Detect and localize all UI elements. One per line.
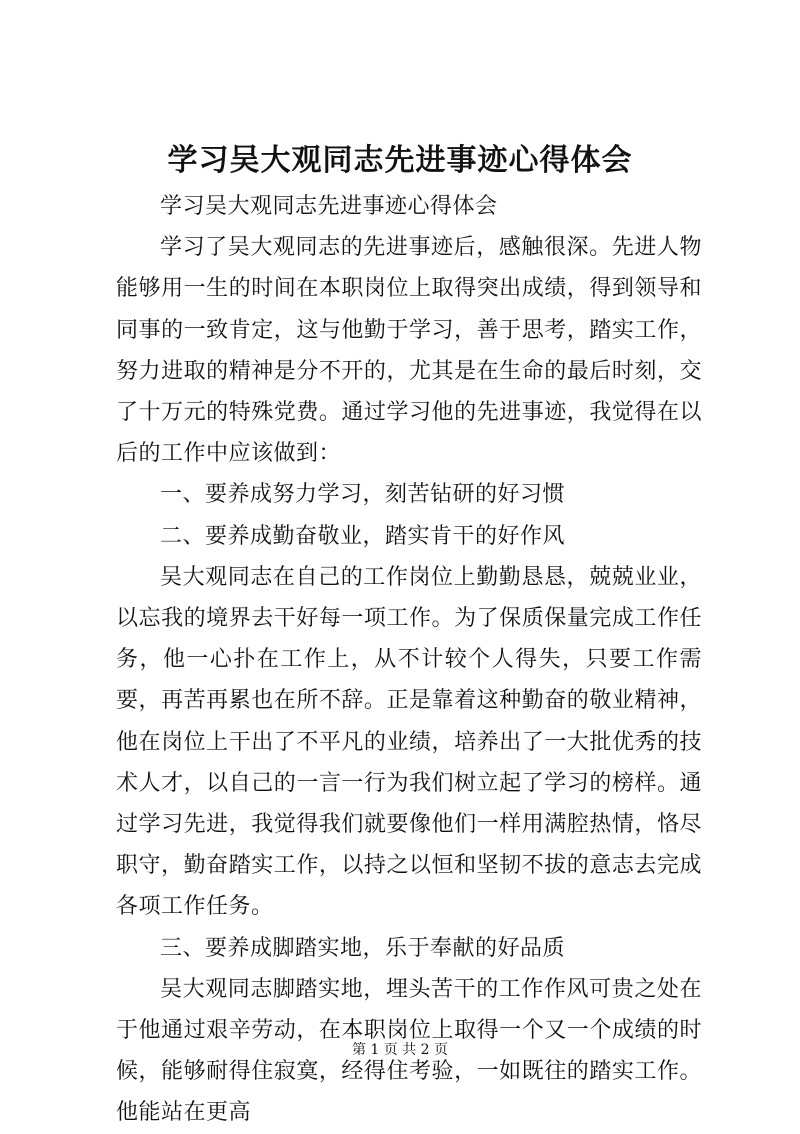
document-body [116, 186, 702, 1134]
paragraph-point-three-body: 吴大观同志脚踏实地，埋头苦干的工作作风可贵之处在于他通过艰辛劳动，在本职岗位上取得一个又一个成绩的时候，能够耐得住寂寞，经得住考验，一如既往的踏实工作。他能站在更高 [116, 976, 702, 1126]
heading-point-three: 三、要养成脚踏实地，乐于奉献的好品质 [160, 935, 566, 961]
paragraph-point-two-body: 吴大观同志在自己的工作岗位上勤勤恳恳，兢兢业业，以忘我的境界去干好每一项工作。为了保质保量完成工作任务，他一心扑在工作上，从不计较个人得失，只要工作需要，再苦再累也在所不辞。正是靠着这种勤奋的敬业精神，他在岗位上干出了不平凡的业绩，培养出了一大批优秀的技术人才，以自己的一言一行为我们树立起了学习的榜样。通过学习先进，我觉得我们就要像他们一样用满腔热情，恪尽职守，勤奋踏实工作，以持之以恒和坚韧不拔的意志去完成各项工作任务。 [116, 564, 702, 920]
page-footer: 第 1 页 共 2 页 [351, 1042, 449, 1058]
document-title: 学习吴大观同志先进事迹心得体会 [167, 143, 633, 178]
heading-point-one: 一、要养成努力学习，刻苦钻研的好习惯 [160, 482, 566, 508]
paragraph-intro: 学习了吴大观同志的先进事迹后，感触很深。先进人物能够用一生的时间在本职岗位上取得突出成绩，得到领导和同事的一致肯定，这与他勤于学习，善于思考，踏实工作，努力进取的精神是分不开的，尤其是在生命的最后时刻，交了十万元的特殊党费。通过学习他的先进事迹，我觉得在以后的工作中应该做到： [116, 235, 702, 467]
paragraph-subtitle: 学习吴大观同志先进事迹心得体会 [160, 194, 498, 219]
heading-point-two: 二、要养成勤奋敬业，踏实肯干的好作风 [160, 523, 566, 549]
